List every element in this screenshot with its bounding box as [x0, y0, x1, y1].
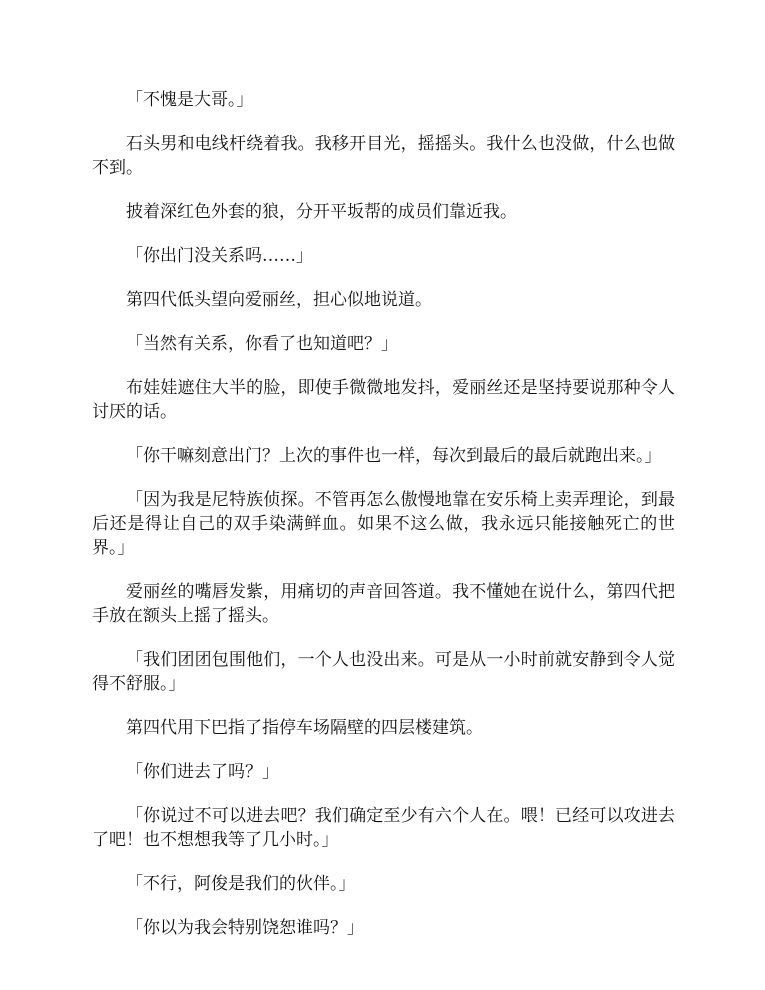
paragraph: 披着深红色外套的狼，分开平坂帮的成员们靠近我。 — [126, 202, 517, 222]
paragraph: 「不愧是大哥。」 — [126, 90, 254, 110]
paragraph: 石头男和电线杆绕着我。我移开目光，摇摇头。我什么也没做，什么也做不到。 — [92, 134, 675, 178]
paragraph: 「你说过不可以进去吧？我们确定至少有六个人在。喂！已经可以攻进去了吧！也不想想我等了几小时。」 — [92, 806, 675, 850]
paragraph: 「你出门没关系吗……」 — [126, 246, 313, 266]
paragraph: 布娃娃遮住大半的脸，即使手微微地发抖，爱丽丝还是坚持要说那种令人讨厌的话。 — [92, 378, 675, 422]
paragraph: 「因为我是尼特族侦探。不管再怎么傲慢地靠在安乐椅上卖弄理论，到最后还是得让自己的双手染满鲜血。如果不这么做，我永远只能接触死亡的世界。」 — [92, 490, 675, 558]
paragraph: 「不行，阿俊是我们的伙伴。」 — [126, 874, 356, 894]
paragraph: 第四代低头望向爱丽丝，担心似地说道。 — [126, 290, 432, 310]
paragraph: 「你干嘛刻意出门？上次的事件也一样，每次到最后的最后就跑出来。」 — [126, 446, 662, 466]
paragraph: 爱丽丝的嘴唇发紫，用痛切的声音回答道。我不懂她在说什么，第四代把手放在额头上摇了摇头。 — [92, 582, 675, 626]
paragraph: 「你以为我会特别饶恕谁吗？」 — [126, 918, 364, 938]
paragraph: 「我们团团包围他们，一个人也没出来。可是从一小时前就安静到令人觉得不舒服。」 — [92, 650, 675, 694]
paragraph: 第四代用下巴指了指停车场隔壁的四层楼建筑。 — [126, 718, 483, 738]
paragraph: 「当然有关系，你看了也知道吧？」 — [126, 334, 398, 354]
paragraph: 「你们进去了吗？」 — [126, 762, 279, 782]
